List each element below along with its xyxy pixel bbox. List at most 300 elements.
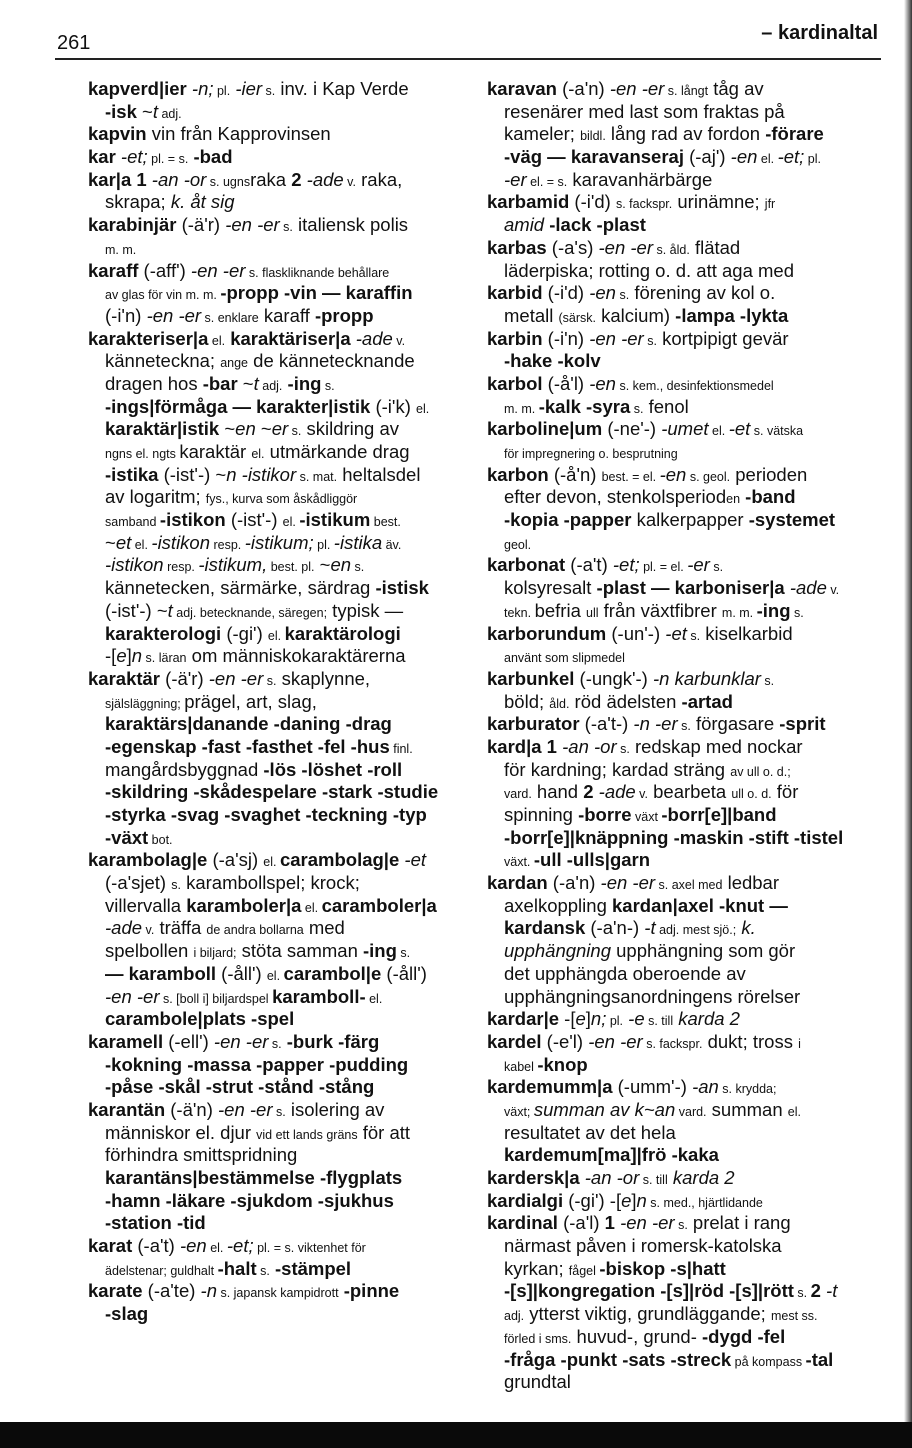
text: ~ [314, 554, 331, 576]
bold-text: karakterologi [105, 622, 222, 644]
text: -[ [105, 645, 117, 667]
bold-text: carambol|e [283, 962, 382, 984]
entry-line [88, 418, 468, 441]
entry-line [88, 1303, 468, 1326]
small-text: s. [674, 1218, 688, 1233]
italic-text: -ade [301, 168, 344, 190]
bold-text: karambolag|e [88, 849, 208, 871]
text: -[ [559, 1008, 576, 1030]
entry-headline [487, 736, 887, 759]
small-text: v. [392, 333, 406, 348]
entry-line [487, 1349, 887, 1372]
text: italiensk polis [292, 214, 409, 236]
bold-text: kardel [487, 1030, 542, 1052]
small-text: el. [282, 515, 300, 530]
bold-text: -lös -löshet -roll [263, 758, 403, 780]
small-text: s. åld. [653, 242, 690, 257]
small-text: s. vätska [750, 424, 804, 439]
entry-line [487, 940, 887, 963]
text: med [303, 917, 345, 939]
text: kiselkarbid [700, 622, 793, 644]
entry-line [88, 554, 468, 577]
small-text: el. [757, 152, 778, 167]
text: prelat i rang [687, 1212, 791, 1234]
italic-text: -an -or [146, 168, 207, 190]
text: (-i'd) [542, 282, 590, 304]
entry-line [487, 350, 887, 373]
italic-text: t [253, 372, 259, 394]
text: träffa [154, 917, 207, 939]
bold-text: -pinne [338, 1280, 400, 1302]
small-text: s. krydda; [718, 1082, 777, 1097]
italic-text: -en -er [218, 1098, 273, 1120]
entry-line [88, 736, 468, 759]
italic-text: k. [736, 917, 756, 939]
small-text: s. [321, 378, 335, 393]
bold-text: -kalk -syra [538, 395, 631, 417]
italic-text: -et [399, 849, 426, 871]
small-text: s. [boll i] biljardspel [159, 991, 273, 1006]
text: kalcium) [596, 304, 676, 326]
bold-text: -tal [805, 1348, 834, 1370]
italic-text: e [621, 1189, 632, 1211]
bold-text: kardan [487, 872, 548, 894]
text: (-un'-) [606, 622, 666, 644]
text: karambollspel; krock; [180, 872, 360, 894]
italic-text: upphängning [504, 940, 611, 962]
italic-text: -ade [350, 327, 393, 349]
entry-line [487, 305, 887, 328]
small-text: s. till [644, 1014, 674, 1029]
italic-text: k. åt sig [170, 191, 235, 213]
small-text: s. [171, 878, 181, 893]
small-text: el. [416, 401, 430, 416]
bold-text: -knop [537, 1053, 588, 1075]
entry-line [487, 1303, 887, 1326]
small-text: finl. [389, 741, 413, 756]
entry-headline [88, 1099, 468, 1122]
text: (-a'sjet) [105, 872, 172, 894]
bold-text: -systemet [748, 509, 836, 531]
bold-text: kar|a 1 [88, 168, 147, 190]
text: upphängningsanordningens rörelser [504, 985, 801, 1007]
italic-text: -en [589, 372, 616, 394]
small-text: samband [105, 515, 160, 530]
text: (-ä'n) [165, 1098, 218, 1120]
entry-line [487, 691, 887, 714]
small-text: s. [793, 1286, 811, 1301]
small-text: s. [351, 560, 365, 575]
bold-text: karburator [487, 713, 580, 735]
text: skrapa; [105, 191, 171, 213]
bold-text: -artad [681, 690, 733, 712]
bold-text: -fråga -punkt -sats -streck [504, 1348, 732, 1370]
text: urinämne; [672, 191, 765, 213]
small-text: ull [586, 605, 599, 620]
entry-line [88, 1258, 468, 1281]
text: lång rad av fordon [605, 123, 766, 145]
entry-line [487, 986, 887, 1009]
text: kyrkan; [504, 1257, 569, 1279]
entry-line [487, 1280, 887, 1303]
small-text: s. [686, 628, 701, 643]
small-text: s. geol. [686, 469, 731, 484]
entry-line [88, 101, 468, 124]
text: hand [531, 781, 584, 803]
italic-text: -istikum, [198, 554, 268, 576]
bold-text: karat [88, 1235, 133, 1257]
text: (-a'n) [547, 872, 601, 894]
text: grundtal [504, 1371, 571, 1393]
italic-text: -ade [784, 577, 827, 599]
text: för kardning; kardad sträng [504, 758, 731, 780]
bold-text: -hake -kolv [504, 350, 601, 372]
text: kameler; [504, 123, 581, 145]
small-text: pl. = s. viktenhet för [253, 1241, 366, 1256]
bold-text: -växt [105, 826, 149, 848]
italic-text: -ier [230, 78, 263, 99]
small-text: s. japansk kampidrott [216, 1286, 339, 1301]
bold-text: karborundum [487, 622, 607, 644]
entry-line [88, 486, 468, 509]
italic-text: -et; [612, 554, 640, 576]
entry-line [88, 350, 468, 373]
bold-text: karaff [88, 259, 139, 281]
text: skaplynne, [276, 667, 371, 689]
bold-text: karavan [487, 78, 557, 99]
scan-edge-shadow [904, 0, 912, 1448]
italic-text: n [131, 645, 143, 667]
entry-headline [487, 282, 887, 305]
bold-text: kardan|axel -knut — [612, 894, 788, 916]
small-text: s. långt [664, 84, 709, 98]
bold-text: -slag [105, 1303, 149, 1325]
header-rule [55, 58, 881, 60]
text: tåg av [708, 78, 764, 99]
entry-line [487, 509, 887, 532]
bold-text: karboline|um [487, 418, 603, 440]
small-text: s. läran [142, 651, 187, 666]
entry-line [487, 1054, 887, 1077]
text: (-a't) [132, 1235, 180, 1257]
italic-text: -en -er [225, 214, 280, 236]
bold-text: carambole|plats -spel [105, 1008, 295, 1030]
entry-line [487, 260, 887, 283]
text: karavanhärbärge [567, 168, 713, 190]
small-text: s. flaskliknande behållare [245, 265, 390, 280]
text: ~ [219, 418, 236, 440]
small-text: på kompass [731, 1354, 806, 1369]
text: (-a'n-) [585, 917, 645, 939]
italic-text: -en -er [105, 985, 160, 1007]
entry-line [487, 917, 887, 940]
small-text: s. [288, 424, 302, 439]
text: de kännetecknande [248, 350, 415, 372]
text: (-ä'r) [176, 214, 226, 236]
entry-line [88, 191, 468, 214]
italic-text: et [115, 531, 132, 553]
text: förhindra smittspridning [105, 1144, 298, 1166]
italic-text: t [152, 100, 158, 122]
small-text: adj. [157, 106, 182, 121]
entry-line [487, 1122, 887, 1145]
bold-text: kardansk [504, 917, 586, 939]
text: (-gi') -[ [563, 1189, 622, 1211]
small-text: el. [206, 1241, 227, 1256]
bold-text: karamboll- [272, 985, 366, 1007]
entry-line [487, 827, 887, 850]
bold-text: -istika [105, 463, 159, 485]
bold-text: -ull -ulls|garn [533, 849, 651, 871]
small-text: åld. [549, 696, 570, 711]
italic-text: -t [820, 1280, 838, 1302]
small-text: mest ss. [770, 1309, 818, 1324]
small-text: s. ugns [206, 174, 251, 189]
small-text: v. [635, 787, 648, 802]
entry-line [88, 464, 468, 487]
text: (-å'l) [542, 372, 590, 394]
text: karaktär [179, 441, 252, 462]
entry-headline [487, 554, 887, 577]
entry-headline [88, 1280, 468, 1303]
small-text: en [726, 492, 741, 507]
italic-text: -an -or [556, 735, 617, 757]
small-text: tekn. [504, 605, 535, 620]
entry-line [88, 1076, 468, 1099]
bold-text: karabinjär [88, 214, 177, 236]
small-text: s. till [639, 1173, 668, 1187]
italic-text: -en -er [190, 259, 246, 281]
entry-line [88, 781, 468, 804]
small-text: adj. betecknande, säregen; [172, 605, 328, 620]
bold-text: kard|a 1 [487, 735, 557, 757]
small-text: s. fackspr. [642, 1036, 703, 1051]
text: (-ist'-) ~ [158, 463, 227, 485]
italic-text: -er [504, 168, 527, 190]
bold-text: -kopia -papper [504, 509, 632, 531]
text: mangårdsbyggnad [105, 758, 264, 780]
italic-text: -en -er [213, 1030, 269, 1052]
entry-line [88, 1190, 468, 1213]
bold-text: karaktäriser|a [225, 327, 351, 349]
bold-text: -plast — karboniser|a [596, 577, 785, 599]
text: summan [706, 1098, 788, 1120]
bold-text: kar [88, 146, 116, 168]
text: av logaritm; [105, 486, 206, 508]
bold-text: -kokning -massa -papper -pudding [105, 1053, 409, 1075]
text: (-åll') [216, 962, 267, 984]
small-text: ngns el. ngts [105, 447, 180, 461]
entry-headline [487, 668, 887, 691]
bold-text: -stämpel [269, 1257, 352, 1279]
entry-line [88, 1144, 468, 1167]
text: ] [585, 1008, 591, 1030]
bold-text: -propp -vin — karaffin [220, 282, 413, 304]
entry-line [487, 532, 887, 555]
small-text: s. mat. [296, 469, 338, 484]
entry-line [88, 623, 468, 646]
text: ] [631, 1189, 637, 1211]
small-text: s. [677, 719, 691, 734]
entry-line [487, 781, 887, 804]
italic-text: er [271, 418, 289, 440]
text: om människokaraktärerna [186, 645, 406, 667]
small-text: vid ett lands gräns [256, 1127, 358, 1142]
entry-line [487, 1371, 887, 1394]
entry-line [88, 441, 468, 464]
bold-text: — karamboll [105, 962, 217, 984]
entry-line [88, 305, 468, 328]
entry-line [88, 986, 468, 1009]
bold-text: karamell [88, 1030, 164, 1052]
small-text: växt [631, 810, 662, 824]
text: ] [126, 645, 132, 667]
small-text: vard. [675, 1104, 707, 1119]
text: karaff [258, 304, 315, 326]
bold-text: 2 [810, 1280, 821, 1302]
small-text: i biljard; [193, 946, 237, 961]
entry-headline [487, 872, 887, 895]
text: kalkerpapper [631, 509, 749, 531]
small-text: av glas för vin m. m. [105, 288, 221, 303]
text: förgasare [690, 713, 780, 735]
text: (-åll') [381, 962, 427, 984]
text: det upphängda oberoende av [504, 962, 746, 984]
small-text: s. [615, 288, 630, 303]
bold-text: karamboler|a [186, 894, 302, 916]
entry-line [88, 895, 468, 918]
italic-text: -ade [593, 781, 636, 803]
text: ytterst viktig, grundläggande; [524, 1303, 771, 1325]
entry-line [88, 804, 468, 827]
entry-line [487, 101, 887, 124]
small-text: best. [370, 515, 401, 530]
small-text: m. m. [721, 605, 757, 620]
entry-line [487, 1099, 887, 1122]
small-text: kabel [504, 1059, 538, 1074]
bold-text: -väg — karavanseraj [504, 146, 684, 168]
italic-text: n -istikor [226, 463, 297, 485]
small-text: s. [396, 946, 411, 961]
bold-text: karbin [487, 327, 543, 349]
small-text: el. [267, 628, 285, 643]
italic-text: e [116, 645, 127, 667]
text: (-ell') [163, 1030, 214, 1052]
italic-text: -et [728, 418, 751, 440]
bold-text: kardersk|a [487, 1167, 580, 1188]
entry-line [487, 214, 887, 237]
small-text: s. axel med [655, 878, 723, 893]
bold-text: kardemumm|a [487, 1076, 613, 1098]
text: (-i'd) [569, 191, 616, 213]
entry-line [88, 373, 468, 396]
bold-text: karbamid [487, 191, 570, 213]
bold-text: karbunkel [487, 667, 575, 689]
entry-headline [88, 78, 468, 101]
small-text: för impregnering o. besprutning [504, 447, 678, 461]
bold-text: caramboler|a [321, 894, 437, 916]
bold-text: karbol [487, 372, 543, 394]
scan-bottom-border [0, 1422, 912, 1448]
entry-line [487, 1144, 887, 1167]
entry-headline [487, 1190, 887, 1213]
entry-line [88, 645, 468, 668]
entry-line [487, 963, 887, 986]
italic-text: -ade [105, 917, 143, 939]
entry-headline [487, 464, 887, 487]
small-text: adj. mest sjö.; [655, 923, 737, 938]
bold-text: -burk -färg [281, 1030, 380, 1052]
text: (-ist'-) [225, 509, 283, 531]
entry-headline [487, 191, 887, 214]
small-text: el. [266, 968, 284, 983]
bold-text: karakteriser|a [88, 327, 209, 349]
text: bearbeta [647, 781, 732, 803]
text: (-i'n) [105, 304, 147, 326]
text: dragen hos [105, 372, 203, 394]
bold-text: -egenskap -fast -fasthet -fel -hus [105, 735, 390, 757]
italic-text: -en -er [614, 1212, 675, 1234]
entry-line [88, 237, 468, 260]
entry-line [487, 577, 887, 600]
small-text: adj. [504, 1309, 525, 1324]
text: inv. i Kap Verde [275, 78, 409, 99]
text: (-å'n) [548, 463, 602, 485]
small-text: s. enklare [201, 310, 259, 325]
italic-text: en [235, 418, 256, 440]
small-text: geol. [504, 537, 532, 552]
small-text: m. m. [504, 401, 539, 416]
bold-text: -istikon [159, 509, 226, 531]
text: isolering av [285, 1098, 385, 1120]
text: (-a'n) [556, 78, 610, 99]
small-text: i [798, 1036, 801, 1051]
text: (-a't) [565, 554, 613, 576]
italic-text: -en [659, 463, 687, 485]
bold-text: -sprit [779, 713, 826, 735]
small-text: bildl. [580, 129, 606, 144]
small-text: pl. [213, 84, 231, 98]
small-text: m. m. [105, 242, 137, 257]
entry-headline [88, 849, 468, 872]
small-text: pl. = el. [639, 560, 688, 575]
right-column [487, 78, 887, 1394]
small-text: resp. [163, 560, 199, 575]
small-text: resp. [210, 537, 245, 552]
entry-line [88, 1167, 468, 1190]
italic-text: -e [623, 1008, 645, 1030]
bold-text: -styrka -svag -svaghet -teckning -typ [105, 804, 427, 825]
italic-text: -an [692, 1076, 719, 1098]
small-text: el. [131, 537, 152, 552]
text: kännetecken, särmärke, särdrag [105, 577, 376, 599]
entry-headline [88, 146, 468, 169]
italic-text: en [330, 554, 352, 576]
small-text: vard. [504, 787, 532, 802]
bold-text: -propp [314, 304, 374, 326]
text: (-a'l) [557, 1212, 605, 1234]
italic-text: karda 2 [667, 1167, 735, 1188]
entry-line [487, 895, 887, 918]
bold-text: -hamn -läkare -sjukdom -sjukhus [105, 1189, 394, 1211]
bold-text: -lack -plast [544, 214, 646, 236]
bold-text: -ings|förmåga — karakter|istik [105, 395, 371, 417]
small-text: el. = s. [526, 174, 568, 189]
bold-text: kapvin [88, 123, 147, 145]
entry-headline [487, 78, 887, 101]
small-text: ull o. d. [731, 787, 772, 802]
italic-text: -t [644, 917, 656, 939]
